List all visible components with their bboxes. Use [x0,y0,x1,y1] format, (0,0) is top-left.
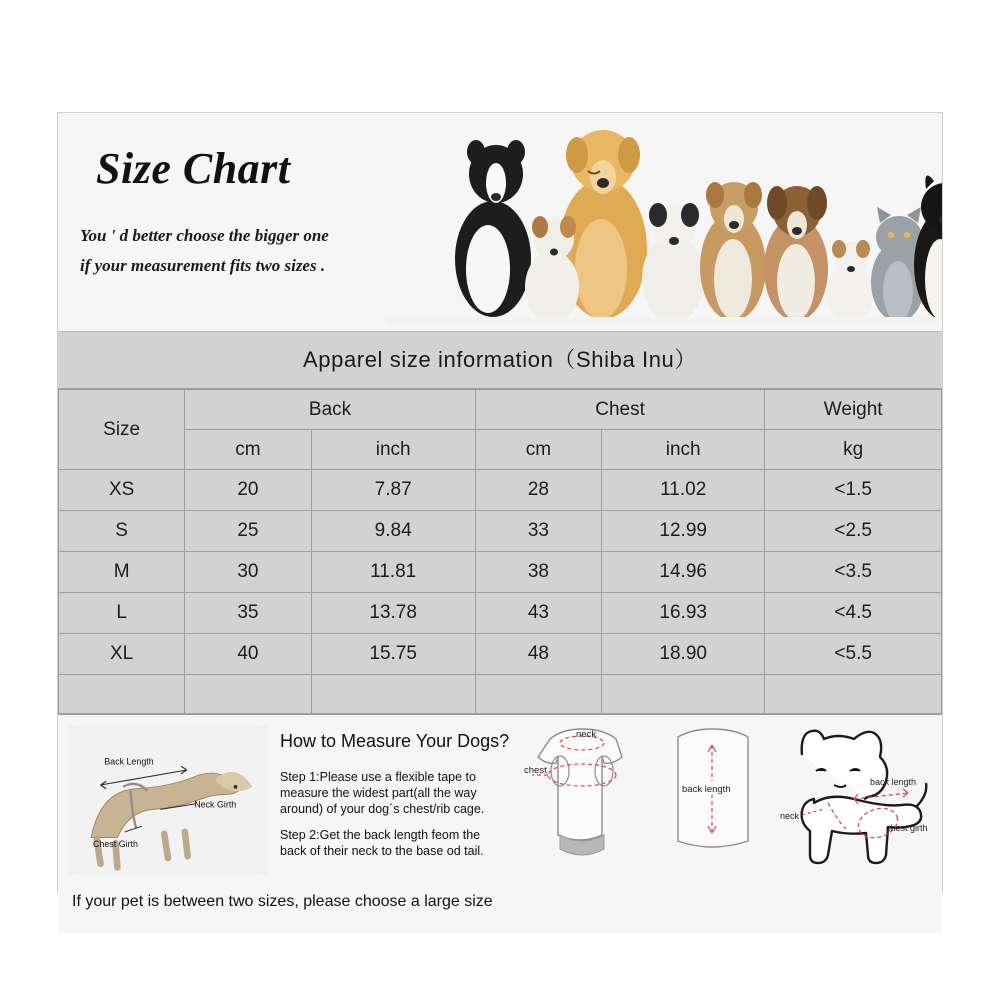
label-back-length: back length [682,784,731,795]
cell-back-cm: 30 [185,552,311,593]
cell-back-inch: 9.84 [311,511,475,552]
vest-front-diagram [520,723,650,873]
cell-weight: <4.5 [765,593,942,634]
blank-cell [185,675,311,714]
label-neck: neck [576,729,597,740]
dog-line-diagram [758,719,930,879]
header-chest-inch: inch [602,430,765,470]
cell-back-inch: 11.81 [311,552,475,593]
header-size: Size [59,390,185,470]
header-subtitle-line1: You ' d better choose the bigger one [80,226,329,245]
bottom-note: If your pet is between two sizes, please choose a large size [72,893,493,910]
blank-cell [475,675,601,714]
cell-back-cm: 35 [185,593,311,634]
header-chest-cm: cm [475,430,601,470]
table-blank-row [59,675,942,714]
cell-weight: <2.5 [765,511,942,552]
blank-cell [311,675,475,714]
cell-chest-inch: 18.90 [602,634,765,675]
header-chest: Chest [475,390,765,430]
cell-weight: <3.5 [765,552,942,593]
table-group-header-row [59,390,942,430]
cell-chest-inch: 12.99 [602,511,765,552]
cell-back-inch: 13.78 [311,593,475,634]
label-neck: neck [780,811,800,821]
table-row [59,511,942,552]
blank-cell [602,675,765,714]
cell-size: S [59,511,185,552]
cell-back-inch: 15.75 [311,634,475,675]
label-chest: chest [524,765,547,776]
header-subtitle-line2: if your measurement fits two sizes . [80,256,326,275]
cell-chest-cm: 48 [475,634,601,675]
cell-size: L [59,593,185,634]
cell-chest-inch: 16.93 [602,593,765,634]
label-chest-girth: Chest Girth [93,838,138,849]
table-caption: Apparel size information（Shiba Inu） [58,332,942,389]
cell-weight: <1.5 [765,470,942,511]
measure-step-2: Step 2:Get the back length feom the back of their neck to the base od tail. [280,828,484,858]
table-row [59,470,942,511]
header-back: Back [185,390,476,430]
table-row [59,593,942,634]
size-chart-card [57,112,943,910]
size-table [58,389,942,714]
table-row [59,634,942,675]
pets-photo [388,119,942,324]
cell-back-cm: 25 [185,511,311,552]
header-back-cm: cm [185,430,311,470]
measure-title: How to Measure Your Dogs? [280,731,510,751]
blank-cell [59,675,185,714]
cell-size: XL [59,634,185,675]
pets-illustration [388,119,942,324]
label-back-length: Back Length [104,756,154,767]
cell-chest-inch: 14.96 [602,552,765,593]
table-row [59,552,942,593]
cell-chest-cm: 33 [475,511,601,552]
table-unit-header-row [59,430,942,470]
measure-step-1: Step 1:Please use a flexible tape to measure the widest part(all the way around) of your dog´s chest/rib cage. [280,770,485,816]
header-section [58,113,942,332]
cell-chest-cm: 28 [475,470,601,511]
header-back-inch: inch [311,430,475,470]
cell-back-cm: 40 [185,634,311,675]
page-title: Size Chart [96,144,291,193]
cell-back-inch: 7.87 [311,470,475,511]
cell-weight: <5.5 [765,634,942,675]
vest-back-diagram [654,723,774,873]
cell-size: M [59,552,185,593]
label-back-length: back length [870,777,917,787]
label-neck-girth: Neck Girth [194,799,237,810]
cell-size: XS [59,470,185,511]
cell-back-cm: 20 [185,470,311,511]
cell-chest-inch: 11.02 [602,470,765,511]
header-weight-kg: kg [765,430,942,470]
label-chest-girth: chest girth [886,823,928,833]
cell-chest-cm: 38 [475,552,601,593]
cell-chest-cm: 43 [475,593,601,634]
dog-measure-photo [68,725,268,875]
header-weight: Weight [765,390,942,430]
measure-section [58,714,942,933]
blank-cell [765,675,942,714]
